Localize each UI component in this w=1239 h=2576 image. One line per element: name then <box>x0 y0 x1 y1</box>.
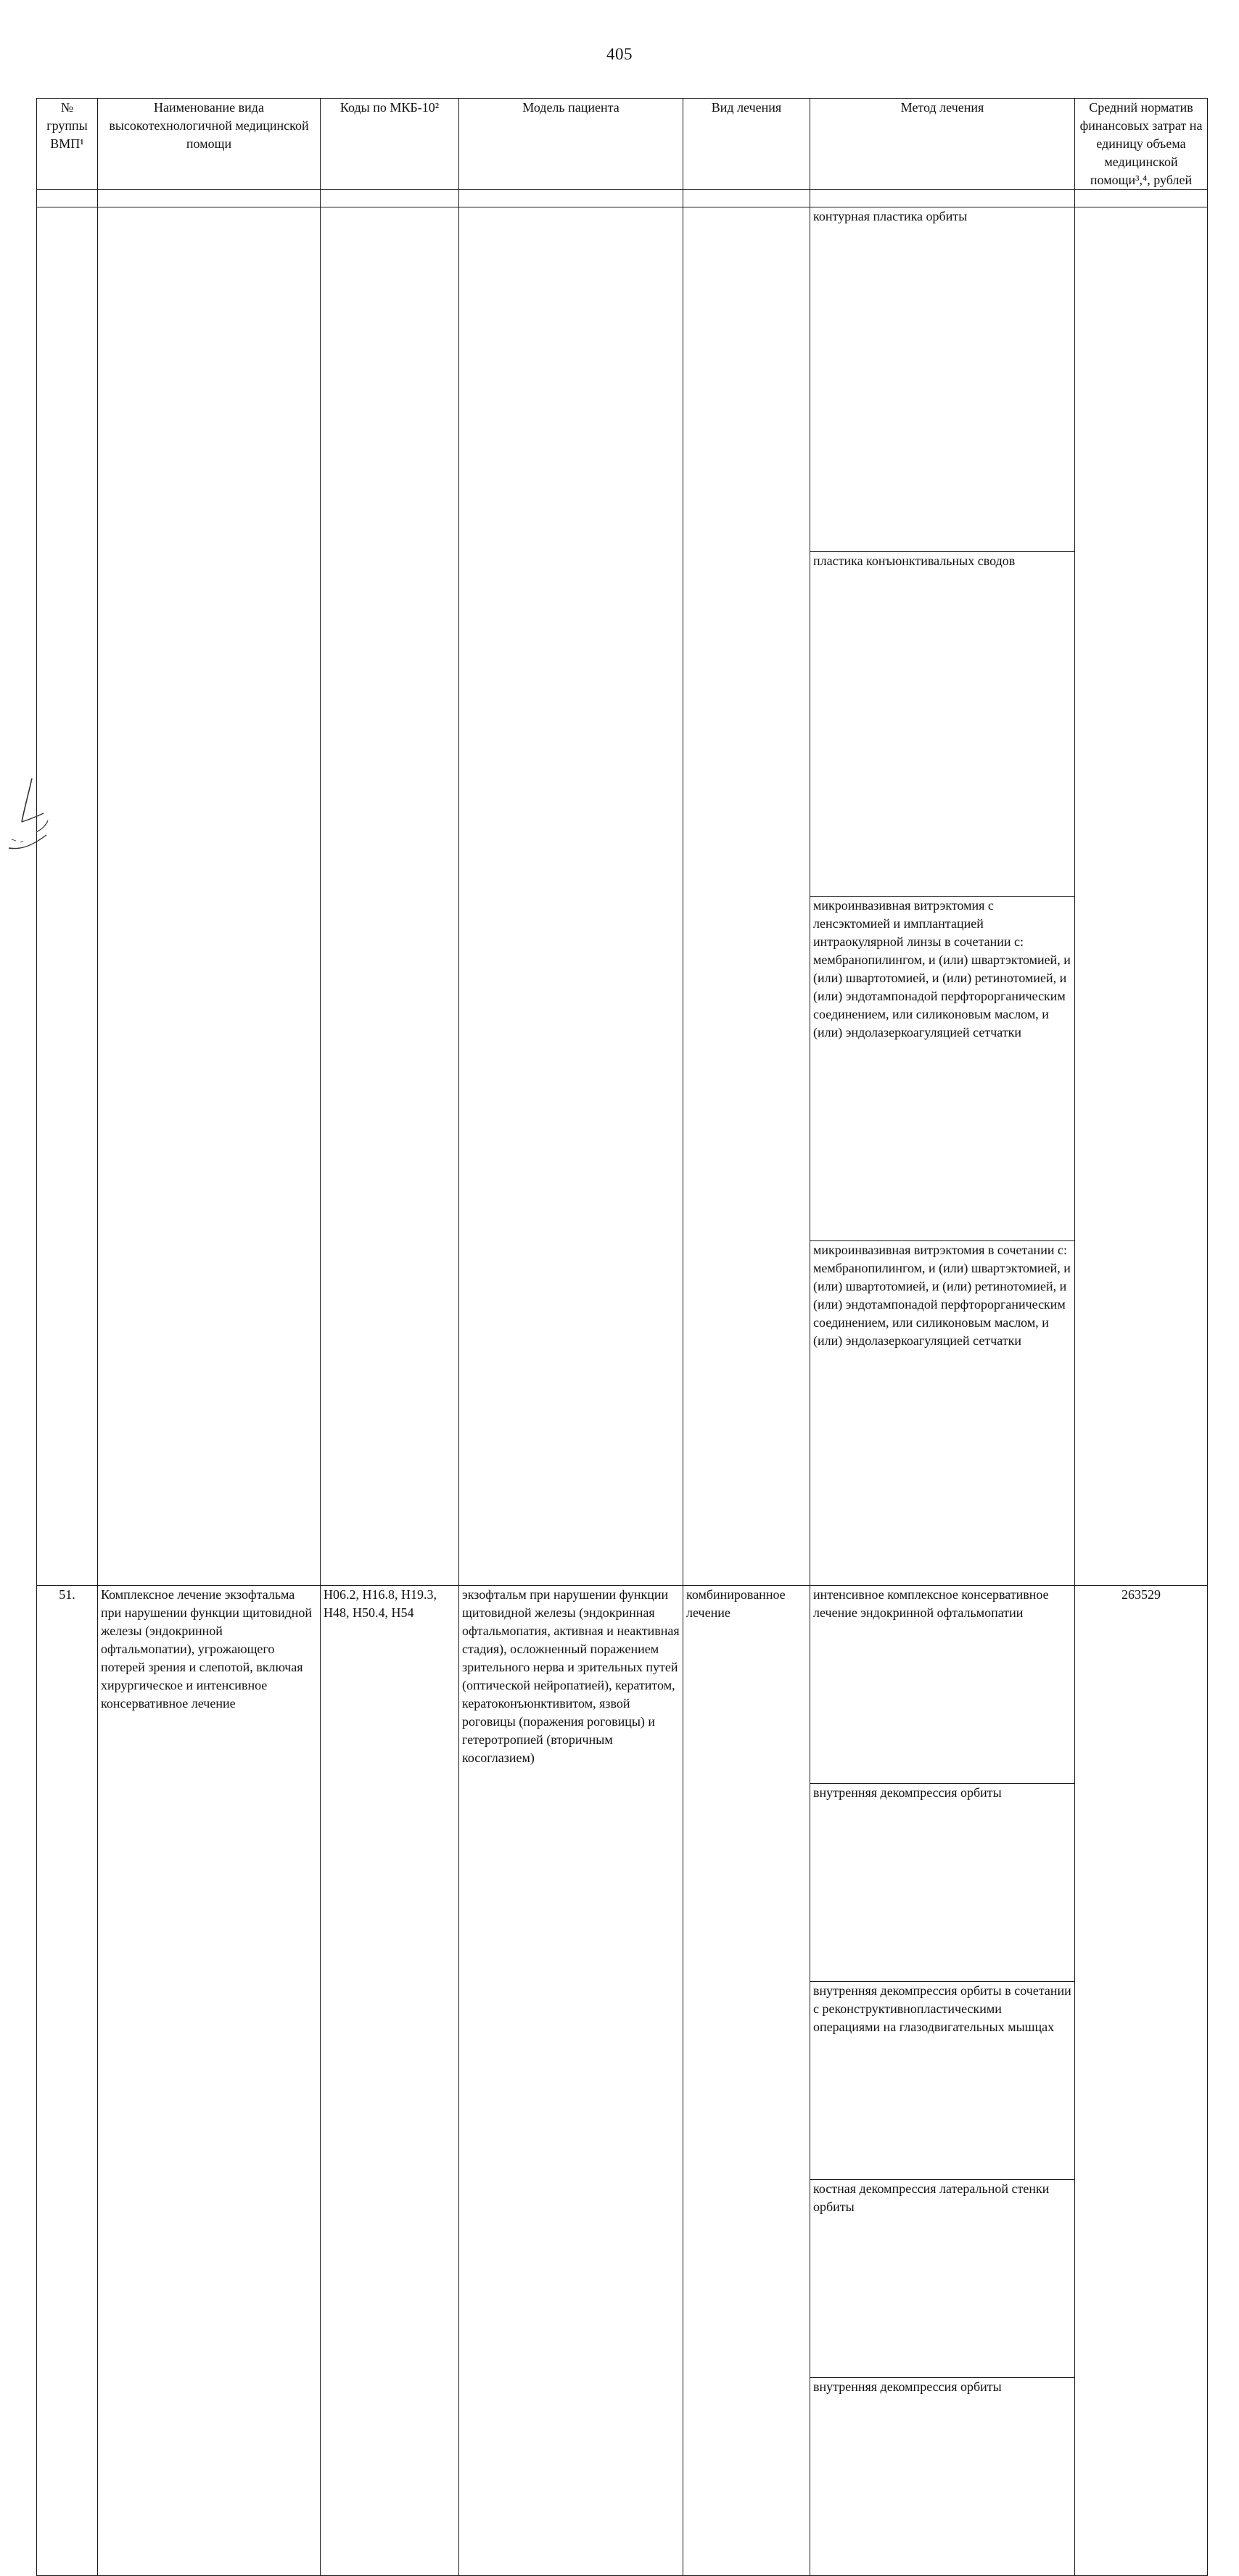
empty-cell <box>98 207 321 1586</box>
method-item: костная декомпрессия латеральной стенки орбиты <box>810 2180 1074 2378</box>
method-item: микроинвазивная витрэктомия в сочетании с: мембранопилингом, и (или) швартэктомией, и (или) швартотомией, и (или) ретинотомией, и (или) эндотампонадой перфторорганическим соединением, или силиконовым маслом, и (или) эндолазеркоагуляцией сетчатки <box>813 1243 1071 1348</box>
method-item: интенсивное комплексное консервативное лечение эндокринной офтальмопатии <box>810 1586 1074 1784</box>
empty-cell <box>37 207 98 1586</box>
treatment-methods-list <box>810 1586 1074 2575</box>
header-care-name: Наименование вида высокотехнологичной медицинской помощи <box>98 99 321 190</box>
header-cost-norm: Средний норматив финансовых затрат на единицу объема медицинской помощи³,⁴, рублей <box>1075 99 1208 190</box>
method-item: внутренняя декомпрессия орбиты <box>810 1784 1074 1982</box>
continuation-row <box>37 207 1208 1586</box>
continuation-methods-list <box>810 207 1074 1585</box>
method-item: пластика конъюнктивальных сводов <box>810 552 1074 897</box>
header-group-number: № группы ВМП¹ <box>37 99 98 190</box>
spacer-cell <box>683 190 810 207</box>
spacer-cell <box>98 190 321 207</box>
header-icd-codes: Коды по МКБ-10² <box>321 99 459 190</box>
method-item: контурная пластика орбиты <box>810 207 1074 552</box>
header-treatment-type: Вид лечения <box>683 99 810 190</box>
treatment-type: комбинированное лечение <box>683 1586 810 2576</box>
spacer-cell <box>321 190 459 207</box>
table-row-51 <box>37 1586 1208 2576</box>
spacer-cell <box>459 190 683 207</box>
spacer-cell <box>37 190 98 207</box>
empty-cell <box>683 207 810 1586</box>
empty-cell <box>1075 207 1208 1586</box>
method-item: внутренняя декомпрессия орбиты в сочетании с реконструктивнопластическими операциями на глазодвигательных мышцах <box>810 1982 1074 2180</box>
icd-codes: H06.2, H16.8, H19.3, H48, H50.4, H54 <box>321 1586 459 2576</box>
patient-model: экзофтальм при нарушении функции щитовидной железы (эндокринная офтальмопатия, активная и неактивная стадия), осложненный поражением зрительного нерва и зрительных путей (оптической нейропатией), кератитом, кератоконъюнктивитом, язвой роговицы (поражения роговицы) и гетеротропией (вторичным косоглазием) <box>459 1586 683 2576</box>
vmp-table <box>36 98 1208 2576</box>
spacer-row <box>37 190 1208 207</box>
empty-cell <box>459 207 683 1586</box>
method-item: микроинвазивная витрэктомия с ленсэктомией и имплантацией интраокулярной линзы в сочетании с: мембранопилингом, и (или) швартэктомией, и (или) швартотомией, и (или) ретинотомией, и (или) эндотампонадой перфторорганическим соединением, или силиконовым маслом, и (или) эндолазеркоагуляцией сетчатки <box>810 897 1074 1241</box>
header-patient-model: Модель пациента <box>459 99 683 190</box>
spacer-cell <box>1075 190 1208 207</box>
header-row <box>37 99 1208 190</box>
spacer-cell <box>810 190 1075 207</box>
method-item: внутренняя декомпрессия орбиты <box>813 2379 1002 2394</box>
group-number: 51. <box>37 1586 98 2576</box>
care-name: Комплексное лечение экзофтальма при нарушении функции щитовидной железы (эндокринной офтальмопатии), угрожающего потерей зрения и слепотой, включая хирургическое и интенсивное консервативное лечение <box>98 1586 321 2576</box>
continuation-methods-cell <box>810 207 1075 1586</box>
handwritten-signature <box>4 773 62 852</box>
empty-cell <box>321 207 459 1586</box>
treatment-methods-cell <box>810 1586 1075 2576</box>
header-treatment-method: Метод лечения <box>810 99 1075 190</box>
page-number: 405 <box>606 45 633 63</box>
cost-value: 263529 <box>1075 1586 1208 2576</box>
